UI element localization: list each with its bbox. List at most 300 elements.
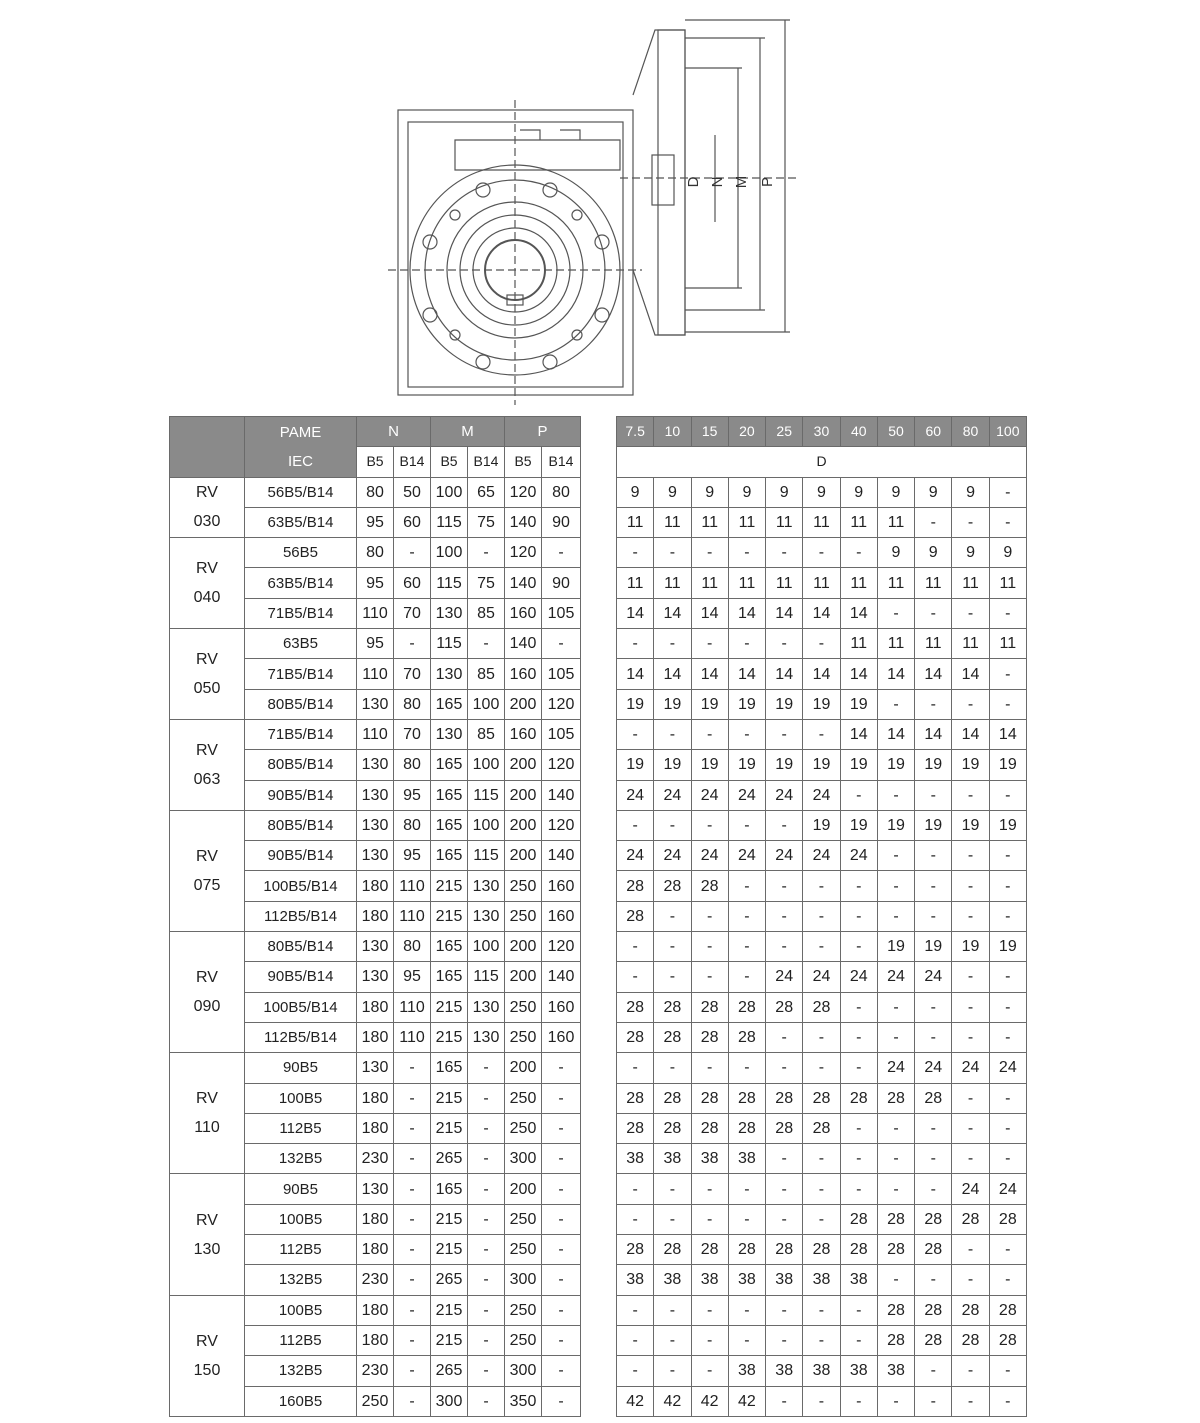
diameter-cell: - <box>654 1325 691 1355</box>
sub-header: B14 <box>468 447 505 477</box>
dimension-cell: 65 <box>468 477 505 507</box>
diameter-cell: 28 <box>952 1204 989 1234</box>
dimension-cell: 265 <box>431 1265 468 1295</box>
diameter-cell: - <box>617 1174 654 1204</box>
diameter-cell: 28 <box>840 1204 877 1234</box>
ratio-header: 10 <box>654 417 691 447</box>
diameter-cell: - <box>952 1356 989 1386</box>
diameter-cell: 38 <box>840 1265 877 1295</box>
dimension-cell: 265 <box>431 1356 468 1386</box>
dimension-cell: 250 <box>505 1204 542 1234</box>
diameter-cell: 38 <box>691 1144 728 1174</box>
diameter-cell: - <box>766 538 803 568</box>
diameter-cell: - <box>989 1386 1026 1416</box>
diameter-cell: - <box>617 810 654 840</box>
diameter-cell: 28 <box>952 1325 989 1355</box>
dimension-cell: 160 <box>505 598 542 628</box>
diameter-cell: - <box>877 871 914 901</box>
dimension-cell: 215 <box>431 1204 468 1234</box>
diameter-cell: - <box>691 932 728 962</box>
dimension-cell: - <box>542 1113 581 1143</box>
diameter-cell: 38 <box>803 1356 840 1386</box>
model-number: 130 <box>193 1240 221 1258</box>
iec-cell: 132B5 <box>245 1265 357 1295</box>
diameter-cell: 38 <box>617 1144 654 1174</box>
diameter-cell: 9 <box>654 477 691 507</box>
diameter-cell: 24 <box>617 841 654 871</box>
diameter-cell: - <box>952 507 989 537</box>
diameter-cell: 11 <box>952 629 989 659</box>
iec-cell: 90B5/B14 <box>245 780 357 810</box>
diameter-cell: 14 <box>952 719 989 749</box>
diameter-cell: 28 <box>691 992 728 1022</box>
dimension-cell: 215 <box>431 871 468 901</box>
dimension-cell: 300 <box>505 1356 542 1386</box>
diameter-cell: - <box>691 629 728 659</box>
model-prefix: RV <box>196 560 218 578</box>
diameter-cell: 19 <box>989 810 1026 840</box>
dimension-cell: 100 <box>431 477 468 507</box>
dimension-cell: 250 <box>505 1235 542 1265</box>
diameter-cell: 19 <box>840 810 877 840</box>
diameter-cell: 28 <box>952 1295 989 1325</box>
diameter-cell: 14 <box>691 598 728 628</box>
diameter-cell: 28 <box>877 1295 914 1325</box>
diameter-cell: 11 <box>728 507 765 537</box>
diameter-cell: - <box>989 901 1026 931</box>
iec-cell: 63B5/B14 <box>245 568 357 598</box>
diameter-cell: 19 <box>952 932 989 962</box>
diameter-cell: 14 <box>840 659 877 689</box>
dimension-cell: 80 <box>542 477 581 507</box>
table-row <box>617 538 1027 568</box>
diameter-cell: 14 <box>654 598 691 628</box>
bolt-holes <box>423 183 609 369</box>
diameter-cell: 11 <box>989 629 1026 659</box>
diameter-cell: - <box>952 962 989 992</box>
diameter-cell: - <box>654 1204 691 1234</box>
dimension-cell: 140 <box>505 507 542 537</box>
diameter-cell: 24 <box>654 841 691 871</box>
diameter-cell: - <box>989 871 1026 901</box>
diameter-cell: 28 <box>617 1113 654 1143</box>
table-row <box>170 719 581 749</box>
dimension-cell: 200 <box>505 962 542 992</box>
diameter-cell: 19 <box>952 810 989 840</box>
dimension-cell: 180 <box>357 1235 394 1265</box>
table-row <box>617 629 1027 659</box>
diameter-cell: 9 <box>989 538 1026 568</box>
diameter-cell: 11 <box>915 568 952 598</box>
iec-cell: 100B5 <box>245 1083 357 1113</box>
diameter-cell: 14 <box>766 659 803 689</box>
diameter-cell: 9 <box>691 477 728 507</box>
diameter-cell: - <box>989 507 1026 537</box>
table-row <box>170 932 581 962</box>
dimension-cell: 100 <box>468 810 505 840</box>
dimension-cell: - <box>542 1083 581 1113</box>
diameter-cell: - <box>691 1356 728 1386</box>
diameter-cell: 28 <box>915 1235 952 1265</box>
diameter-cell: 11 <box>691 568 728 598</box>
dimension-cell: 85 <box>468 598 505 628</box>
diameter-cell: 24 <box>617 780 654 810</box>
dimension-cell: - <box>468 1295 505 1325</box>
flange-dimensions-table <box>169 416 581 1417</box>
model-cell <box>170 1053 245 1174</box>
diameter-cell: 24 <box>728 780 765 810</box>
dimension-cell: 180 <box>357 901 394 931</box>
dimension-cell: 180 <box>357 1083 394 1113</box>
dimension-cell: - <box>468 538 505 568</box>
diameter-cell: 28 <box>803 1113 840 1143</box>
diameter-cell: 11 <box>877 507 914 537</box>
diameter-cell: - <box>840 1386 877 1416</box>
ratio-header: 25 <box>766 417 803 447</box>
dimension-cell: 200 <box>505 780 542 810</box>
iec-cell: 112B5/B14 <box>245 901 357 931</box>
ratio-header: 80 <box>952 417 989 447</box>
ratio-header: 40 <box>840 417 877 447</box>
table-row <box>617 810 1027 840</box>
diameter-cell: - <box>617 1325 654 1355</box>
diameter-cell: 24 <box>691 841 728 871</box>
table-row <box>170 1295 581 1325</box>
dimension-cell: 105 <box>542 598 581 628</box>
table-row <box>617 1083 1027 1113</box>
diameter-cell: 28 <box>840 1083 877 1113</box>
dimension-cell: 120 <box>505 477 542 507</box>
dimension-cell: - <box>542 629 581 659</box>
diameter-cell: - <box>728 629 765 659</box>
iec-cell: 90B5/B14 <box>245 962 357 992</box>
diameter-cell: - <box>989 1235 1026 1265</box>
diameter-cell: - <box>840 538 877 568</box>
diameter-cell: 28 <box>728 992 765 1022</box>
dimension-cell: 130 <box>357 780 394 810</box>
diameter-cell: 28 <box>617 901 654 931</box>
diameter-cell: - <box>728 1053 765 1083</box>
dimension-cell: 180 <box>357 992 394 1022</box>
iec-cell: 132B5 <box>245 1356 357 1386</box>
diameter-cell: 19 <box>803 810 840 840</box>
iec-label: IEC <box>287 452 313 470</box>
diameter-cell: - <box>766 1295 803 1325</box>
dimension-cell: 215 <box>431 1325 468 1355</box>
model-prefix: RV <box>196 1211 218 1229</box>
diameter-cell: 24 <box>877 1053 914 1083</box>
model-prefix: RV <box>196 1090 218 1108</box>
diameter-cell: 24 <box>766 780 803 810</box>
model-header-cell <box>170 417 245 478</box>
diameter-cell: - <box>915 841 952 871</box>
diameter-cell: - <box>728 719 765 749</box>
diameter-cell: 24 <box>840 962 877 992</box>
diameter-cell: - <box>952 598 989 628</box>
dimension-cell: 250 <box>505 901 542 931</box>
dimension-cell: 165 <box>431 1174 468 1204</box>
diameter-cell: - <box>728 871 765 901</box>
iec-cell: 90B5 <box>245 1174 357 1204</box>
diameter-cell: 9 <box>952 477 989 507</box>
diameter-cell: 19 <box>728 750 765 780</box>
dimension-cell: 140 <box>542 841 581 871</box>
dimension-cell: 215 <box>431 901 468 931</box>
iec-cell: 90B5 <box>245 1053 357 1083</box>
diameter-cell: 14 <box>654 659 691 689</box>
dimension-cell: - <box>542 1356 581 1386</box>
diameter-cell: 24 <box>654 780 691 810</box>
diameter-cell: - <box>952 1235 989 1265</box>
dimension-cell: 80 <box>394 810 431 840</box>
diameter-cell: 9 <box>803 477 840 507</box>
dimension-cell: 180 <box>357 1022 394 1052</box>
diameter-cell: - <box>840 780 877 810</box>
diameter-cell: 11 <box>617 568 654 598</box>
diameter-cell: 38 <box>728 1265 765 1295</box>
diameter-cell: - <box>728 810 765 840</box>
dimension-cell: 100 <box>468 750 505 780</box>
dimension-cell: - <box>394 538 431 568</box>
diameter-cell: 28 <box>803 1235 840 1265</box>
diameter-cell: - <box>952 1113 989 1143</box>
diameter-cell: - <box>728 962 765 992</box>
diameter-cell: 28 <box>989 1325 1026 1355</box>
dimension-cell: 120 <box>542 750 581 780</box>
table-row <box>170 629 581 659</box>
dimension-cell: 200 <box>505 810 542 840</box>
diameter-cell: - <box>989 1356 1026 1386</box>
diameter-cell: 9 <box>877 477 914 507</box>
diameter-cell: 11 <box>766 507 803 537</box>
dimension-cell: - <box>468 1386 505 1416</box>
dimension-cell: - <box>468 1113 505 1143</box>
diameter-cell: - <box>654 719 691 749</box>
dimension-cell: - <box>394 1325 431 1355</box>
dimension-cell: 165 <box>431 689 468 719</box>
diameter-cell: 28 <box>691 1235 728 1265</box>
ratio-header: 30 <box>803 417 840 447</box>
model-number: 150 <box>193 1361 221 1379</box>
diameter-cell: 14 <box>691 659 728 689</box>
diameter-cell: 42 <box>617 1386 654 1416</box>
diameter-cell: 28 <box>728 1235 765 1265</box>
diameter-cell: - <box>691 1174 728 1204</box>
ratio-header: 50 <box>877 417 914 447</box>
diameter-cell: - <box>840 1053 877 1083</box>
diameter-cell: - <box>877 598 914 628</box>
diameter-cell: - <box>952 841 989 871</box>
table-row <box>617 1022 1027 1052</box>
diameter-cell: - <box>989 1113 1026 1143</box>
dimension-cell: 215 <box>431 1083 468 1113</box>
dimension-cell: 115 <box>468 962 505 992</box>
diameter-cell: 24 <box>840 841 877 871</box>
dimension-cell: 100 <box>468 689 505 719</box>
diameter-cell: 19 <box>654 750 691 780</box>
table-row <box>170 538 581 568</box>
dimension-cell: 140 <box>505 568 542 598</box>
sub-header: B14 <box>394 447 431 477</box>
diameter-cell: - <box>617 1295 654 1325</box>
iec-cell: 56B5 <box>245 538 357 568</box>
sub-header: B14 <box>542 447 581 477</box>
dimension-cell: 95 <box>394 962 431 992</box>
diameter-cell: - <box>654 1295 691 1325</box>
diameter-cell: 11 <box>766 568 803 598</box>
dimension-cell: - <box>468 1356 505 1386</box>
dimension-cell: 115 <box>468 841 505 871</box>
ratio-header: 60 <box>915 417 952 447</box>
diameter-cell: - <box>877 1022 914 1052</box>
dimension-cell: - <box>394 629 431 659</box>
diameter-cell: - <box>877 1386 914 1416</box>
diameter-cell: - <box>691 1295 728 1325</box>
dimension-cell: 50 <box>394 477 431 507</box>
diameter-cell: 14 <box>915 659 952 689</box>
diameter-cell: 38 <box>877 1356 914 1386</box>
dimension-cell: 130 <box>357 810 394 840</box>
diameter-cell: - <box>691 1204 728 1234</box>
dimension-cell: 110 <box>394 992 431 1022</box>
dimension-cell: - <box>542 1235 581 1265</box>
dimension-cell: 165 <box>431 810 468 840</box>
table-row <box>617 932 1027 962</box>
diameter-cell: - <box>617 538 654 568</box>
dimension-cell: 130 <box>468 1022 505 1052</box>
dimension-cell: - <box>468 1083 505 1113</box>
diameter-cell: 28 <box>617 992 654 1022</box>
diameter-cell: 19 <box>915 932 952 962</box>
diameter-cell: 11 <box>877 629 914 659</box>
model-prefix: RV <box>196 484 218 502</box>
dimension-cell: - <box>468 1144 505 1174</box>
dimension-cell: 130 <box>357 750 394 780</box>
dimension-cell: 130 <box>357 1053 394 1083</box>
diameter-cell: - <box>915 1356 952 1386</box>
diameter-cell: - <box>803 1295 840 1325</box>
diameter-cell: - <box>952 901 989 931</box>
diameter-cell: - <box>766 1053 803 1083</box>
diameter-cell: - <box>617 1204 654 1234</box>
diameter-cell: - <box>654 962 691 992</box>
dimension-cell: - <box>394 1174 431 1204</box>
diameter-cell: - <box>952 871 989 901</box>
diameter-cell: 11 <box>691 507 728 537</box>
diameter-cell: 24 <box>766 841 803 871</box>
diameter-cell: 19 <box>840 750 877 780</box>
diameter-cell: 19 <box>915 810 952 840</box>
dimension-cell: 215 <box>431 1295 468 1325</box>
iec-cell: 160B5 <box>245 1386 357 1416</box>
diameter-cell: 24 <box>877 962 914 992</box>
diameter-cell: - <box>654 538 691 568</box>
diameter-cell: 9 <box>952 538 989 568</box>
diameter-cell: 24 <box>952 1174 989 1204</box>
diameter-cell: 11 <box>840 629 877 659</box>
diameter-cell: - <box>728 1325 765 1355</box>
table-row <box>617 780 1027 810</box>
diameter-cell: - <box>617 1053 654 1083</box>
diameter-cell: - <box>654 1356 691 1386</box>
iec-cell: 100B5 <box>245 1295 357 1325</box>
diameter-cell: - <box>877 780 914 810</box>
diameter-cell: 38 <box>766 1356 803 1386</box>
diameter-cell: - <box>728 538 765 568</box>
diameter-cell: - <box>915 1022 952 1052</box>
dimension-cell: - <box>468 1235 505 1265</box>
diameter-cell: - <box>803 1053 840 1083</box>
iec-cell: 80B5/B14 <box>245 810 357 840</box>
diameter-cell: 11 <box>915 629 952 659</box>
table-row <box>170 1053 581 1083</box>
iec-cell: 132B5 <box>245 1144 357 1174</box>
diameter-cell: - <box>840 1295 877 1325</box>
diameter-cell: - <box>803 1144 840 1174</box>
diameter-cell: - <box>989 689 1026 719</box>
dimension-cell: 130 <box>357 932 394 962</box>
table-row <box>617 1325 1027 1355</box>
diameter-cell: 38 <box>617 1265 654 1295</box>
dimension-cell: 120 <box>542 689 581 719</box>
diameter-cell: 9 <box>617 477 654 507</box>
dimension-cell: 70 <box>394 598 431 628</box>
diameter-cell: 19 <box>915 750 952 780</box>
model-cell <box>170 810 245 931</box>
diameter-cell: - <box>617 719 654 749</box>
dimension-cell: 140 <box>505 629 542 659</box>
dimension-cell: 130 <box>468 901 505 931</box>
dimension-cell: 95 <box>394 841 431 871</box>
dimension-cell: 105 <box>542 719 581 749</box>
model-prefix: RV <box>196 969 218 987</box>
iec-cell: 112B5 <box>245 1113 357 1143</box>
diameter-cell: 11 <box>840 507 877 537</box>
dimension-cell: 230 <box>357 1356 394 1386</box>
diameter-cell: - <box>989 1022 1026 1052</box>
diameter-cell: - <box>952 1083 989 1113</box>
diameter-cell: - <box>728 1174 765 1204</box>
model-prefix: RV <box>196 1332 218 1350</box>
diameter-cell: - <box>915 689 952 719</box>
dimension-cell: 130 <box>357 841 394 871</box>
diameter-cell: 38 <box>840 1356 877 1386</box>
shaft-diameter-table <box>616 416 1027 1417</box>
diameter-cell: 14 <box>840 598 877 628</box>
model-cell <box>170 538 245 629</box>
diameter-cell: - <box>803 1174 840 1204</box>
diameter-cell: 28 <box>654 1083 691 1113</box>
dimension-cell: 165 <box>431 780 468 810</box>
diameter-cell: 42 <box>728 1386 765 1416</box>
diameter-cell: 11 <box>654 568 691 598</box>
table-row <box>617 871 1027 901</box>
diameter-cell: - <box>654 1053 691 1083</box>
diameter-cell: 38 <box>728 1144 765 1174</box>
dimension-cell: 120 <box>505 538 542 568</box>
diameter-cell: - <box>691 1325 728 1355</box>
table-row <box>617 1295 1027 1325</box>
diameter-cell: 28 <box>989 1295 1026 1325</box>
table-row <box>617 659 1027 689</box>
table-row <box>617 507 1027 537</box>
dimension-cell: 95 <box>357 629 394 659</box>
iec-cell: 112B5 <box>245 1325 357 1355</box>
model-cell <box>170 1295 245 1416</box>
dimension-cell: - <box>394 1235 431 1265</box>
dimension-cell: 250 <box>505 992 542 1022</box>
diameter-cell: - <box>989 962 1026 992</box>
